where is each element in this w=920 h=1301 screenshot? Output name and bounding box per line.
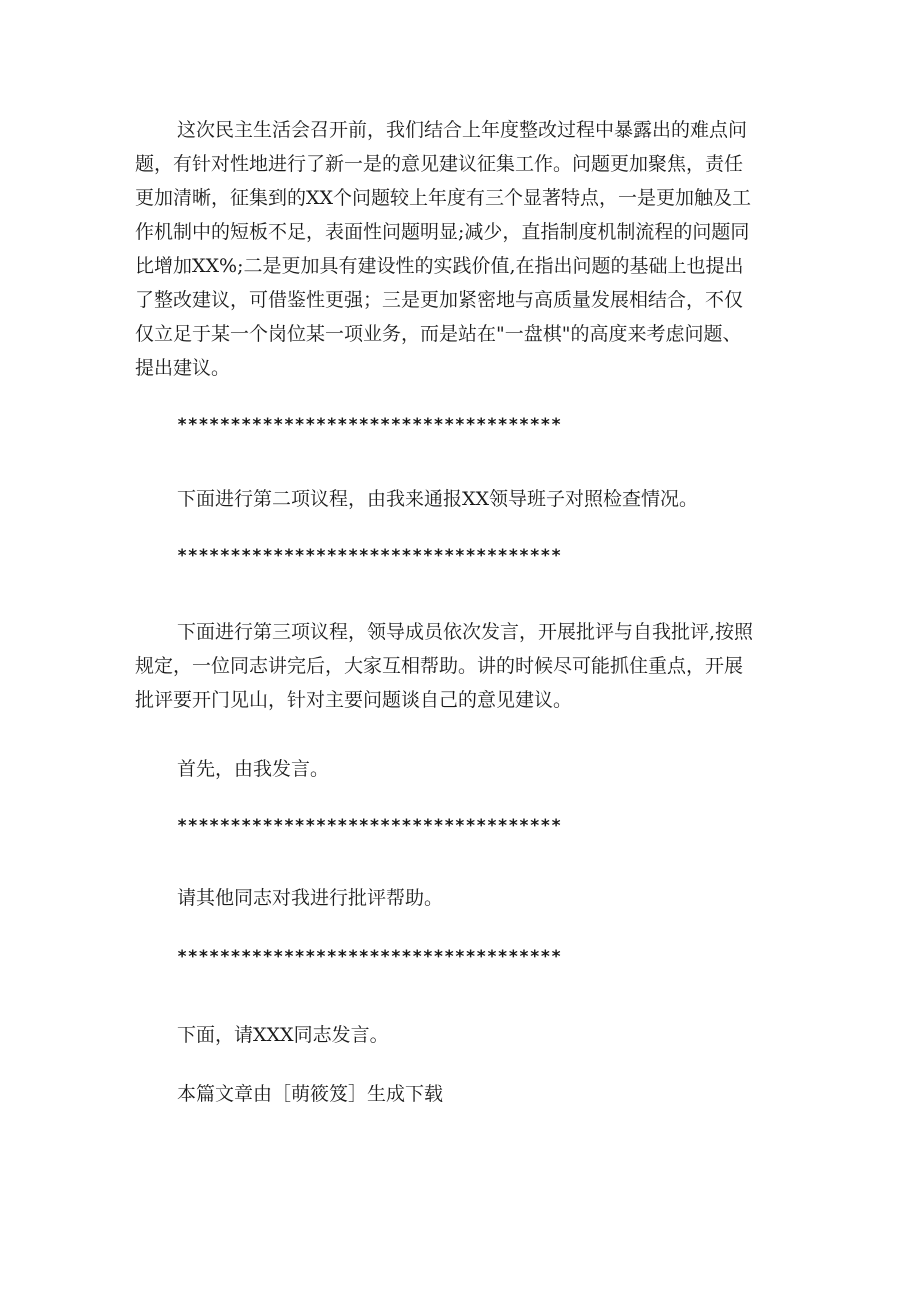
divider-stars: ************************************: [177, 816, 562, 836]
paragraph-agenda-2: 下面进行第二项议程，由我来通报XX领导班子对照检查情况。: [177, 488, 699, 510]
paragraph-line: 作机制中的短板不足，表面性问题明显;减少，直指制度机制流程的问题同: [135, 221, 750, 243]
paragraph-criticism-request: 请其他同志对我进行批评帮助。: [177, 887, 444, 909]
paragraph-next-speaker: 下面，请XXX同志发言。: [177, 1024, 389, 1046]
paragraph-line: 比增加XX%;二是更加具有建设性的实践价值,在指出问题的基础上也提出: [135, 255, 744, 277]
paragraph-line: 仅立足于某一个岗位某一项业务，而是站在"一盘棋"的高度来考虑问题、: [135, 323, 742, 345]
divider-stars: ************************************: [177, 947, 562, 967]
paragraph-line: 了整改建议，可借鉴性更强；三是更加紧密地与高质量发展相结合，不仅: [135, 289, 744, 311]
paragraph-line: 规定，一位同志讲完后，大家互相帮助。讲的时候尽可能抓住重点，开展: [135, 655, 744, 677]
paragraph-line: 这次民主生活会召开前，我们结合上年度整改过程中暴露出的难点问: [177, 119, 748, 141]
paragraph-first-speaker: 首先，由我发言。: [177, 758, 330, 780]
paragraph-line: 批评要开门见山，针对主要问题谈自己的意见建议。: [135, 689, 573, 711]
footer-note: 本篇文章由［萌筱笈］生成下载: [177, 1083, 444, 1105]
divider-stars: ************************************: [177, 415, 562, 435]
divider-stars: ************************************: [177, 546, 562, 566]
paragraph-line: 下面进行第三项议程，领导成员依次发言，开展批评与自我批评,按照: [177, 621, 754, 643]
paragraph-line: 提出建议。: [135, 357, 231, 379]
paragraph-line: 题，有针对性地进行了新一是的意见建议征集工作。问题更加聚焦，责任: [135, 153, 744, 175]
paragraph-line: 更加清晰，征集到的XX个问题较上年度有三个显著特点，一是更加触及工: [135, 187, 752, 209]
